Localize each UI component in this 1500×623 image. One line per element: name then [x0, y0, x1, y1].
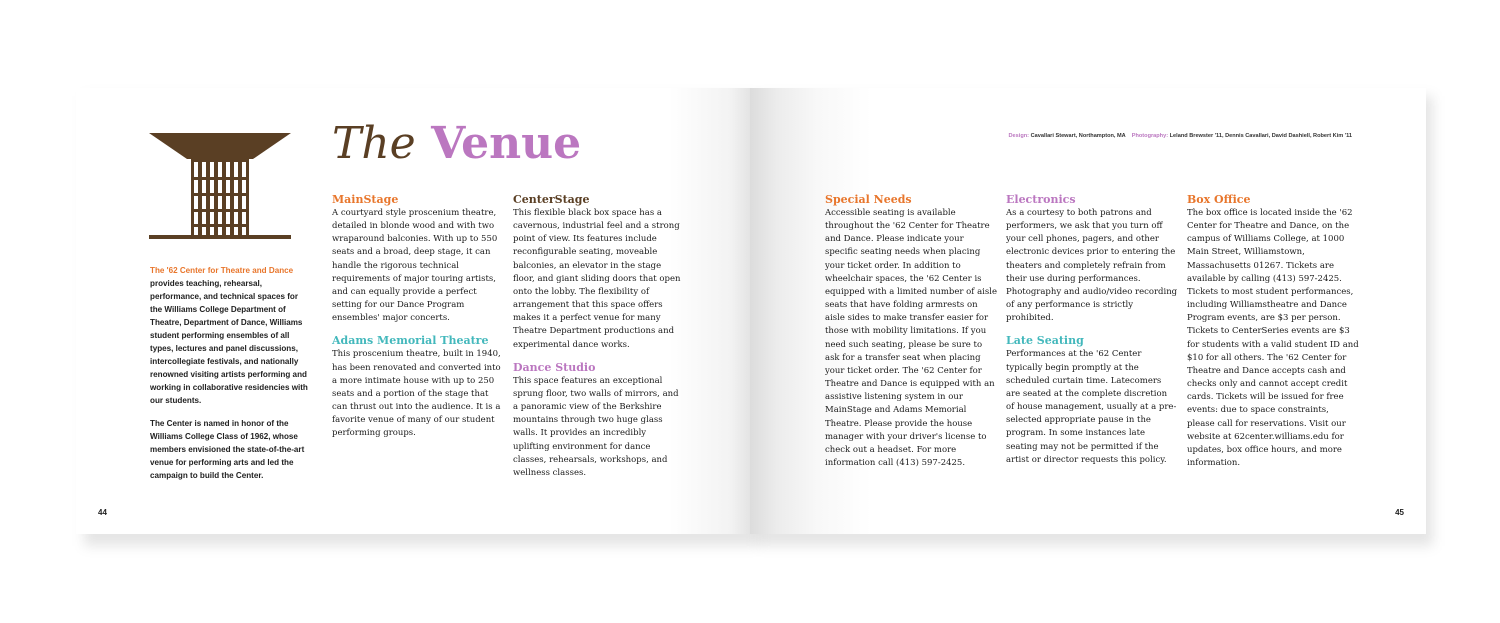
page-number-left: 44 — [98, 508, 107, 517]
intro-text — [150, 264, 308, 492]
section-body-adams: This proscenium theatre, built in 1940, has been renovated and converted into a more intimate house with up to 250 seats and a portion of the stage that can thrust out into the audience. It is a favorite venue of many of our student performing groups. — [332, 349, 501, 439]
section-heading-box-office: Box Office — [1187, 193, 1251, 206]
section-body-mainstage: A courtyard style proscenium theatre, detailed in blonde wood and with two wraparound balconies. With up to 550 seats and a broad, deep stage, it can handle the rigorous technical requirements of major touring artists, and can equally provide a perfect setting for our Dance Program ensembles' major concerts. — [332, 208, 498, 324]
credits-line — [1009, 133, 1352, 139]
section-body-special-needs: Accessible seating is available throughout the '62 Center for Theatre and Dance. Please indicate your specific seating needs when placing your ticket order. In addition to wheelchair spaces, the '62 Center is equipped with a limited number of aisle seats that have folding armrests on aisle sides to make transfer easier for those with mobility limitations. If you need such seating, please be sure to ask for a transfer seat when placing your ticket order. The '62 Center for Theatre and Dance is equipped with an assistive listening system in our MainStage and Adams Memorial Theatre. Please provide the house manager with your driver's license to check out a headset. For more information call (413) 597-2425. — [825, 208, 997, 468]
credit-photo-label: Photography: — [1131, 133, 1169, 139]
section-heading-adams: Adams Memorial Theatre — [332, 334, 489, 348]
section-heading-electronics: Electronics — [1006, 193, 1076, 206]
right-page — [750, 88, 1426, 534]
credit-photo: Leland Brewster '11, Dennis Cavallari, David Dashiell, Robert Kim '11 — [1169, 133, 1352, 139]
section-heading-late-seating: Late Seating — [1006, 334, 1084, 348]
credit-design-label: Design: — [1008, 133, 1030, 139]
column-box-office — [1187, 192, 1359, 478]
section-body-centerstage: This flexible black box space has a cavernous, industrial feel and a strong point of view. Its features include reconfigurable seating, moveable balconies, an elevator in the stage floor, and giant sliding doors that open onto the lobby. The flexibility of arrangement that this space offers makes it a perfect venue for many Theatre Department productions and experimental dance works. — [513, 208, 681, 350]
intro-highlight: The '62 Center for Theatre and Dance — [150, 266, 294, 275]
column-mainstage — [332, 192, 504, 449]
intro-body: provides teaching, rehearsal, performance, and technical spaces for the Williams College Department of Theatre, Department of Dance, Williams student performing ensembles of all types, lectures and panel discussions, intercollegiate festivals, and nationally renowned visiting artists performing and working in collaborative residencies with our students. — [150, 279, 308, 405]
section-body-electronics: As a courtesy to both patrons and performers, we ask that you turn off your cell phones, pagers, and other electronic devices prior to entering the theaters and completely refrain from their use during performances. Photography and audio/video recording of any performance is strictly prohibited. — [1006, 208, 1178, 324]
column-special-needs — [825, 192, 997, 478]
title-venue: Venue — [431, 118, 582, 169]
section-heading-special-needs: Special Needs — [825, 193, 912, 206]
column-centerstage — [513, 192, 685, 488]
intro-paragraph-2: The Center is named in honor of the Williams College Class of 1962, whose members envisioned the state-of-the-art venue for performing arts and led the campaign to build the Center. — [150, 419, 305, 480]
section-body-box-office: The box office is located inside the '62 Center for Theatre and Dance, on the campus of Williams College, at 1000 Main Street, Williamstown, Massachusetts 01267. Tickets are available by calling (413) 597-2425. Tickets to most student performances, including Williamstheatre and Dance Program events, are $3 per person. Tickets to CenterSeries events are $3 for students with a valid student ID and $10 for all others. The '62 Center for Theatre and Dance accepts cash and checks only and cannot accept credit cards. Tickets will be issued for free events: due to space constraints, please call for reservations. Visit our website at 62center.williams.edu for updates, box office hours, and more information. — [1187, 208, 1359, 468]
section-body-dance-studio: This space features an exceptional sprung floor, two walls of mirrors, and a panoramic view of the Berkshire mountains through two huge glass walls. It provides an incredibly uplifting environment for dance classes, rehearsals, workshops, and wellness classes. — [513, 375, 679, 478]
column-electronics — [1006, 192, 1178, 475]
section-heading-dance-studio: Dance Studio — [513, 360, 596, 374]
intro-paragraph-1 — [150, 264, 308, 407]
section-heading-centerstage: CenterStage — [513, 193, 590, 206]
section-heading-mainstage: MainStage — [332, 193, 399, 206]
building-logo-icon — [149, 133, 291, 243]
page-number-right: 45 — [1395, 508, 1404, 517]
credit-design: Cavallari Stewart, Northampton, MA — [1030, 133, 1126, 139]
brochure-spread — [76, 88, 1426, 534]
left-page — [76, 88, 750, 534]
title-the: The — [332, 118, 416, 169]
section-body-late-seating: Performances at the '62 Center typically begin promptly at the scheduled curtain time. Latecomers are seated at the complete discretion of house management, usually at a pre-selected appropriate pause in the program. In some instances late seating may not be permitted if the artist or director requests this policy. — [1006, 349, 1177, 465]
page-title — [332, 114, 581, 174]
